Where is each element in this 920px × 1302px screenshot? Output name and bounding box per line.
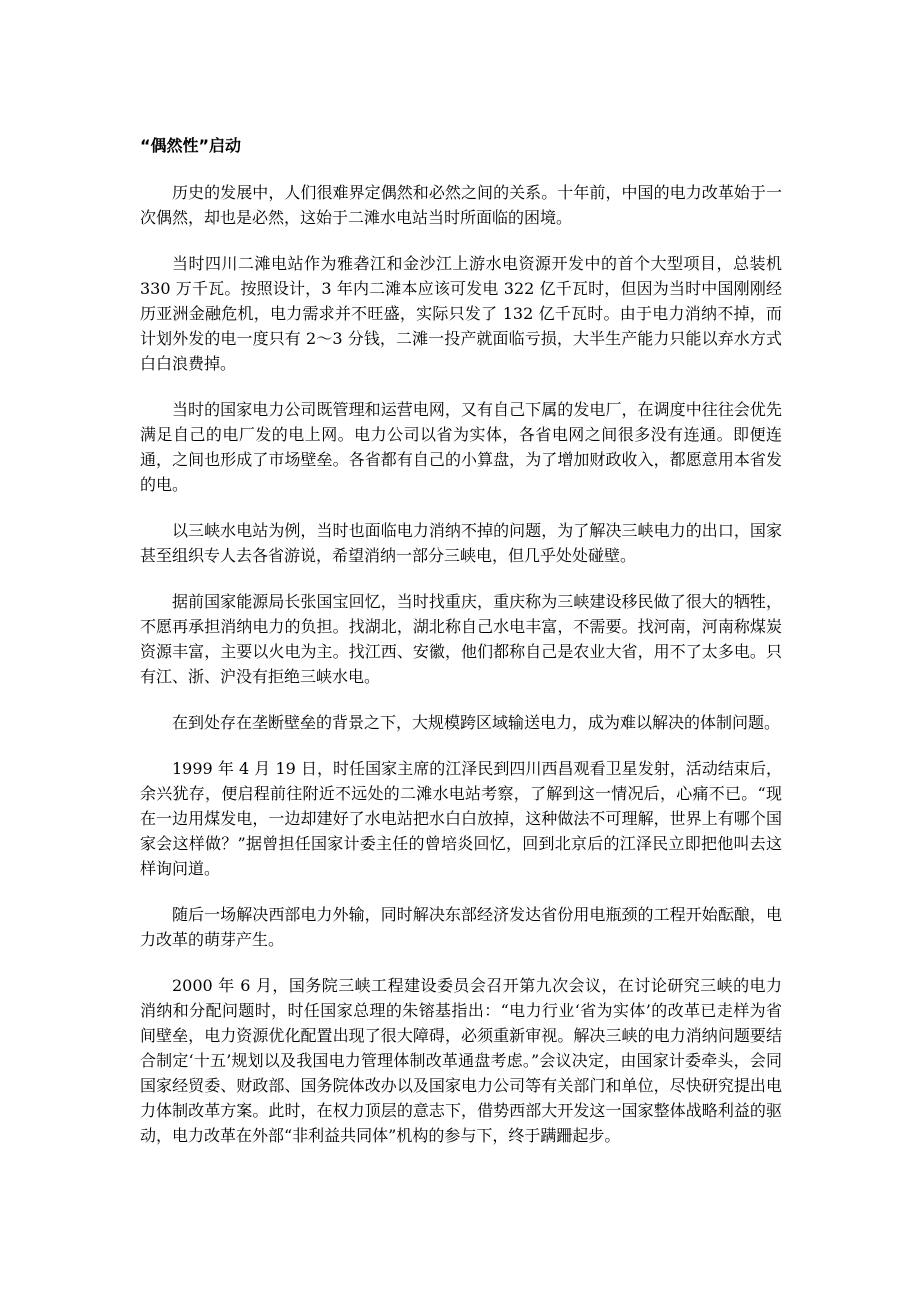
paragraph-2: 当时四川二滩电站作为雅砻江和金沙江上游水电资源开发中的首个大型项目，总装机 330 万千瓦。按照设计，3 年内二滩本应该可发电 322 亿千瓦时，但因为当时中国刚刚经历亚洲金融危机，电力需求并不旺盛，实际只发了 132 亿千瓦时。由于电力消纳不掉，而计划外发的电一度只有 2～3 分钱，二滩一投产就面临亏损，大半生产能力只能以弃水方式白白浪费掉。	[140, 254, 782, 373]
paragraph-9: 2000 年 6 月，国务院三峡工程建设委员会召开第九次会议，在讨论研究三峡的电力消纳和分配问题时，时任国家总理的朱镕基指出：“电力行业‘省为实体’的改革已走样为省间壁垒，电力资源优化配置出现了很大障碍，必须重新审视。解决三峡的电力消纳问题要结合制定‘十五’规划以及我国电力管理体制改革通盘考虑。”会议决定，由国家计委牵头，会同国家经贸委、财政部、国务院体改办以及国家电力公司等有关部门和单位，尽快研究提出电力体制改革方案。此时，在权力顶层的意志下，借势西部大开发这一国家整体战略利益的驱动，电力改革在外部“非利益共同体”机构的参与下，终于蹒跚起步。	[140, 976, 782, 1145]
paragraph-7: 1999 年 4 月 19 日，时任国家主席的江泽民到四川西昌观看卫星发射，活动结束后，余兴犹存，便启程前往附近不远处的二滩水电站考察，了解到这一情况后，心痛不已。“现在一边用煤发电，一边却建好了水电站把水白白放掉，这种做法不可理解，世界上有哪个国家会这样做？”据曾担任国家计委主任的曾培炎回忆，回到北京后的江泽民立即把他叫去这样询问道。	[140, 759, 782, 878]
paragraph-3: 当时的国家电力公司既管理和运营电网，又有自己下属的发电厂，在调度中往往会优先满足自己的电厂发的电上网。电力公司以省为实体，各省电网之间很多没有连通。即便连通，之间也形成了市场壁垒。各省都有自己的小算盘，为了增加财政收入，都愿意用本省发的电。	[140, 400, 782, 494]
paragraph-8: 随后一场解决西部电力外输，同时解决东部经济发达省份用电瓶颈的工程开始酝酿，电力改革的萌芽产生。	[140, 905, 782, 949]
paragraph-6: 在到处存在垄断壁垒的背景之下，大规模跨区域输送电力，成为难以解决的体制问题。	[172, 713, 781, 732]
section-heading: “偶然性”启动	[140, 136, 242, 155]
paragraph-4: 以三峡水电站为例，当时也面临电力消纳不掉的问题，为了解决三峡电力的出口，国家甚至组织专人去各省游说，希望消纳一部分三峡电，但几乎处处碰壁。	[140, 521, 782, 565]
paragraph-5: 据前国家能源局长张国宝回忆，当时找重庆，重庆称为三峡建设移民做了很大的牺牲，不愿再承担消纳电力的负担。找湖北，湖北称自己水电丰富，不需要。找河南，河南称煤炭资源丰富，主要以火电为主。找江西、安徽，他们都称自己是农业大省，用不了太多电。只有江、浙、沪没有拒绝三峡水电。	[140, 592, 782, 686]
paragraph-1: 历史的发展中，人们很难界定偶然和必然之间的关系。十年前，中国的电力改革始于一次偶然，却也是必然，这始于二滩水电站当时所面临的困境。	[140, 183, 782, 227]
document-page	[140, 124, 782, 1169]
